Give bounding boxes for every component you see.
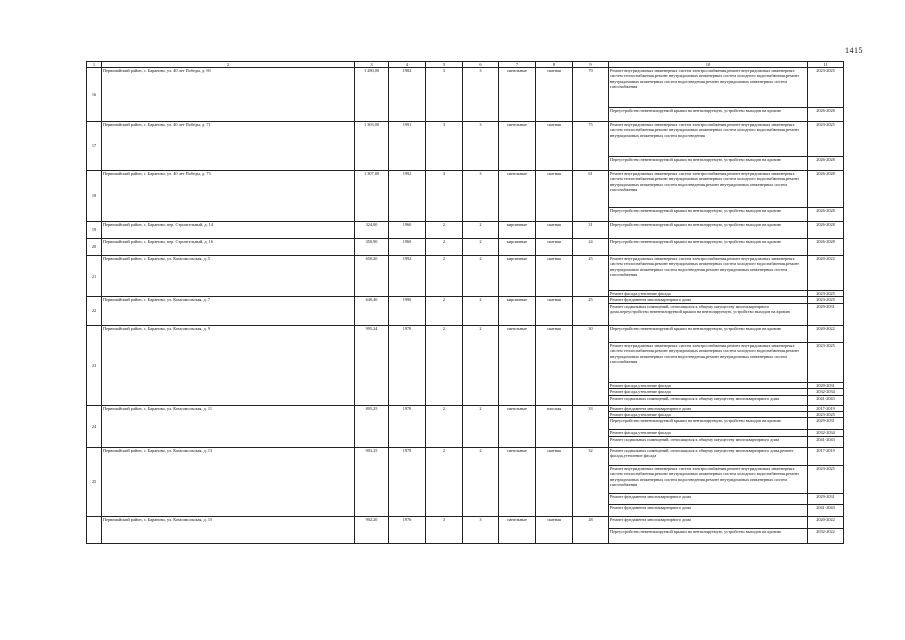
table-row (87, 516, 844, 528)
repair-schedule-table (86, 61, 844, 544)
work-type: Ремонт подвальных помещений, относящихся к общему имуществу многоквартирного дома,переустройство невентилируемой крыши на вентилируемую, устройство выходов на кровлю (609, 303, 808, 325)
page-number: 1415 (845, 46, 863, 55)
column-number-10: 10 (609, 62, 808, 68)
floors-count: 2 (426, 405, 463, 447)
column-number-5: 5 (426, 62, 463, 68)
building-address: Первомайский район, с. Бараново, ул. Комсомольская, д. 7 (102, 297, 355, 325)
building-area: 324,00 (355, 222, 389, 239)
building-address: Первомайский район, с. Бараново, ул. Комсомольская, д. 9 (102, 325, 355, 405)
entrances-count: 3 (463, 68, 499, 122)
building-area: 640,40 (355, 297, 389, 325)
table-row (87, 239, 844, 256)
work-period: 2026-2028 (808, 171, 844, 208)
building-area: 1 303,00 (355, 122, 389, 171)
row-number (87, 516, 102, 543)
work-type: Ремонт фасада,утепление фасада (609, 291, 808, 297)
commissioning-year: 1982 (389, 68, 426, 122)
work-type: Ремонт внутридомовых инженерных систем электроснабжения,ремонт внутридомовых инженерных систем теплоснабжения,ремонт внутридомовых инженерных систем холодного водоснабжения,ремонт внутридомовых инженерных систем водоотведения,ремонт внутридомовых инженерных систем газоснабжения (609, 171, 808, 208)
wall-material: панельные (499, 325, 536, 405)
commissioning-year: 1978 (389, 405, 426, 447)
building-area: 903,25 (355, 447, 389, 516)
building-area: 1 280,00 (355, 68, 389, 122)
commissioning-year: 1992 (389, 171, 426, 222)
entrances-count: 2 (463, 447, 499, 516)
work-type: Ремонт внутридомовых инженерных систем электроснабжения,ремонт внутридомовых инженерных систем теплоснабжения,ремонт внутридомовых инженерных систем холодного водоснабжения,ремонт внутридомовых инженерных систем водоотведения,ремонт внутридомовых инженерных систем газоснабжения (609, 465, 808, 493)
work-period: 2023-2025 (808, 122, 844, 157)
column-number-6: 6 (463, 62, 499, 68)
work-type: Переустройство невентилируемой крыши на вентилируемую, устройство выходов на кровлю (609, 108, 808, 122)
work-type: Ремонт фундамента многоквартирного дома (609, 504, 808, 516)
work-period: 2020-2022 (808, 256, 844, 291)
floors-count: 3 (426, 516, 463, 543)
floors-count: 3 (426, 68, 463, 122)
work-period: 2026-2028 (808, 208, 844, 222)
work-type: Ремонт фасада,утепление фасада (609, 412, 808, 418)
work-period: 2023-2025 (808, 465, 844, 493)
roof-type: скатная (536, 447, 573, 516)
entrances-count: 3 (463, 122, 499, 171)
wall-material: кирпичные (499, 297, 536, 325)
table-row (87, 171, 844, 208)
work-type: Ремонт внутридомовых инженерных систем электроснабжения,ремонт внутридомовых инженерных систем теплоснабжения,ремонт внутридомовых инженерных систем холодного водоснабжения,ремонт внутридомовых инженерных систем водоотведения (609, 122, 808, 157)
work-period: 2032-2034 (808, 430, 844, 436)
row-number: 19 (87, 222, 102, 239)
building-area: 350,90 (355, 239, 389, 256)
entrances-count: 2 (463, 256, 499, 297)
row-number: 24 (87, 405, 102, 447)
apartments-count: 61 (573, 171, 609, 222)
entrances-count: 2 (463, 325, 499, 405)
roof-type: скатная (536, 325, 573, 405)
work-period: 2026-2028 (808, 157, 844, 171)
column-number-4: 4 (389, 62, 426, 68)
row-number: 22 (87, 297, 102, 325)
roof-type: плоская (536, 405, 573, 447)
wall-material: панельные (499, 122, 536, 171)
commissioning-year: 1960 (389, 239, 426, 256)
work-type: Ремонт фасада,утепление фасада (609, 382, 808, 388)
roof-type: скатная (536, 171, 573, 222)
entrances-count: 3 (463, 171, 499, 222)
work-period: 2023-2025 (808, 68, 844, 108)
row-number: 21 (87, 256, 102, 297)
table-row (87, 222, 844, 239)
building-area: 805,25 (355, 405, 389, 447)
building-address: Первомайский район, с. Бараново, ул. Комсомольская, д. 13 (102, 447, 355, 516)
apartments-count: 28 (573, 516, 609, 543)
wall-material: панельные (499, 171, 536, 222)
work-period: 2023-2025 (808, 412, 844, 418)
roof-type: скатная (536, 68, 573, 122)
building-area: 995,24 (355, 325, 389, 405)
table-row (87, 122, 844, 157)
building-area: 650,20 (355, 256, 389, 297)
apartments-count: 24 (573, 239, 609, 256)
building-address: Первомайский район, с. Бараново, ул. Комсомольская, д. 11 (102, 405, 355, 447)
work-period: 2023-2025 (808, 297, 844, 303)
commissioning-year: 1978 (389, 447, 426, 516)
floors-count: 2 (426, 222, 463, 239)
floors-count: 2 (426, 239, 463, 256)
work-type: Ремонт фундамента многоквартирного дома (609, 516, 808, 528)
building-address: Первомайский район, с. Бараново, ул. 40 лет Победы, д. 73 (102, 171, 355, 222)
wall-material: панельные (499, 68, 536, 122)
work-period: 2020-2022 (808, 516, 844, 528)
work-period: 2032-2022 (808, 528, 844, 543)
commissioning-year: 1992 (389, 256, 426, 297)
work-period: 2026-2028 (808, 239, 844, 256)
work-period: 2029-2031 (808, 382, 844, 388)
apartments-count: 33 (573, 405, 609, 447)
work-type: Переустройство невентилируемой крыши на вентилируемую, устройство выходов на кровлю (609, 528, 808, 543)
row-number: 16 (87, 68, 102, 122)
floors-count: 2 (426, 447, 463, 516)
building-address: Первомайский район, с. Бараново, ул. 40 лет Победы, д. 69 (102, 68, 355, 122)
table-row (87, 256, 844, 291)
work-period: 2023-2025 (808, 342, 844, 382)
entrances-count: 2 (463, 239, 499, 256)
wall-material: кирпичные (499, 222, 536, 239)
work-period: 2020-2022 (808, 325, 844, 342)
column-number-8: 8 (536, 62, 573, 68)
work-period: 2041-2043 (808, 395, 844, 405)
work-period: 2029-2031 (808, 303, 844, 325)
floors-count: 2 (426, 256, 463, 297)
entrances-count: 2 (463, 297, 499, 325)
building-area: 902,20 (355, 516, 389, 543)
building-address: Первомайский район, с. Бараново, ул. Комсомольская, д. 5 (102, 256, 355, 297)
building-address: Первомайский район, с. Бараново, ул. Комсомольская, д. 15 (102, 516, 355, 543)
work-period: 2041-2043 (808, 436, 844, 447)
work-period: 2023-2025 (808, 291, 844, 297)
wall-material: панельные (499, 447, 536, 516)
work-type: Переустройство невентилируемой крыши на вентилируемую, устройство выходов на кровлю (609, 239, 808, 256)
work-type: Переустройство невентилируемой крыши на вентилируемую, устройство выходов на кровлю (609, 325, 808, 342)
entrances-count: 3 (463, 516, 499, 543)
roof-type: скатная (536, 256, 573, 297)
column-number-7: 7 (499, 62, 536, 68)
work-period: 2029-2031 (808, 493, 844, 504)
row-number: 18 (87, 171, 102, 222)
work-type: Ремонт фундамента многоквартирного дома (609, 297, 808, 303)
building-address: Первомайский район, с. Бараново, пер. Строительный, д. 16 (102, 239, 355, 256)
roof-type: скатная (536, 222, 573, 239)
column-number-11: 11 (808, 62, 844, 68)
apartments-count: 25 (573, 297, 609, 325)
work-type: Переустройство невентилируемой крыши на вентилируемую, устройство выходов на кровлю (609, 222, 808, 239)
work-type: Ремонт фасада,утепление фасада (609, 430, 808, 436)
building-area: 1 307,00 (355, 171, 389, 222)
apartments-count: 30 (573, 325, 609, 405)
row-number: 20 (87, 239, 102, 256)
wall-material: кирпичные (499, 239, 536, 256)
entrances-count: 2 (463, 222, 499, 239)
work-period: 2017-2019 (808, 447, 844, 465)
apartments-count: 32 (573, 447, 609, 516)
commissioning-year: 1991 (389, 122, 426, 171)
floors-count: 2 (426, 297, 463, 325)
commissioning-year: 1976 (389, 516, 426, 543)
roof-type: скатная (536, 516, 573, 543)
work-type: Переустройство невентилируемой крыши на вентилируемую, устройство выходов на кровлю (609, 418, 808, 430)
row-number: 25 (87, 447, 102, 516)
floors-count: 3 (426, 122, 463, 171)
floors-count: 2 (426, 325, 463, 405)
building-address: Первомайский район, с. Бараново, ул. 40 лет Победы, д. 71 (102, 122, 355, 171)
table-row (87, 325, 844, 342)
building-address: Первомайский район, с. Бараново, пер. Строительный, д. 14 (102, 222, 355, 239)
wall-material: кирпичные (499, 256, 536, 297)
entrances-count: 2 (463, 405, 499, 447)
work-type: Переустройство невентилируемой крыши на вентилируемую, устройство выходов на кровлю (609, 157, 808, 171)
work-period: 2032-2034 (808, 389, 844, 395)
work-period: 2026-2028 (808, 108, 844, 122)
work-type: Ремонт фасада,утепление фасада (609, 389, 808, 395)
commissioning-year: 1978 (389, 325, 426, 405)
work-type: Ремонт фундамента многоквартирного дома (609, 405, 808, 411)
work-type: Переустройство невентилируемой крыши на вентилируемую, устройство выходов на кровлю (609, 208, 808, 222)
apartments-count: 79 (573, 68, 609, 122)
work-period: 2017-2019 (808, 405, 844, 411)
work-period: 2029-2031 (808, 418, 844, 430)
column-number-3: 3 (355, 62, 389, 68)
table-row (87, 447, 844, 465)
row-number: 23 (87, 325, 102, 405)
wall-material: панельные (499, 516, 536, 543)
apartments-count: 75 (573, 122, 609, 171)
work-period: 2041-2043 (808, 504, 844, 516)
work-type: Ремонт внутридомовых инженерных систем электроснабжения,ремонт внутридомовых инженерных систем теплоснабжения,ремонт внутридомовых инженерных систем холодного водоснабжения,ремонт внутридомовых инженерных систем водоотведения,ремонт внутридомовых инженерных систем газоснабжения (609, 256, 808, 291)
work-type: Ремонт подвальных помещений, относящихся к общему имуществу многоквартирного дома (609, 436, 808, 447)
column-number-2: 2 (102, 62, 355, 68)
table-row (87, 68, 844, 108)
roof-type: скатная (536, 122, 573, 171)
work-type: Ремонт внутридомовых инженерных систем электроснабжения,ремонт внутридомовых инженерных систем теплоснабжения,ремонт внутридомовых инженерных систем холодного водоснабжения,ремонт внутридомовых инженерных систем водоотведения,ремонт внутридомовых инженерных систем газоснабжения (609, 342, 808, 382)
commissioning-year: 1960 (389, 222, 426, 239)
work-type: Ремонт внутридомовых инженерных систем электроснабжения,ремонт внутридомовых инженерных систем теплоснабжения,ремонт внутридомовых инженерных систем холодного водоснабжения,ремонт внутридомовых инженерных систем водоотведения,ремонт внутридомовых инженерных систем газоснабжения (609, 68, 808, 108)
apartments-count: 25 (573, 256, 609, 297)
floors-count: 3 (426, 171, 463, 222)
row-number: 17 (87, 122, 102, 171)
commissioning-year: 1990 (389, 297, 426, 325)
roof-type: скатная (536, 297, 573, 325)
work-type: Ремонт подвальных помещений, относящихся к общему имуществу многоквартирного дома,ремонт фасада,утепление фасада (609, 447, 808, 465)
work-period: 2026-2028 (808, 222, 844, 239)
work-type: Ремонт подвальных помещений, относящихся к общему имуществу многоквартирного дома (609, 395, 808, 405)
apartments-count: 31 (573, 222, 609, 239)
work-type: Ремонт фундамента многоквартирного дома (609, 493, 808, 504)
roof-type: скатная (536, 239, 573, 256)
column-number-1: 1 (87, 62, 102, 68)
wall-material: панельные (499, 405, 536, 447)
column-number-9: 9 (573, 62, 609, 68)
